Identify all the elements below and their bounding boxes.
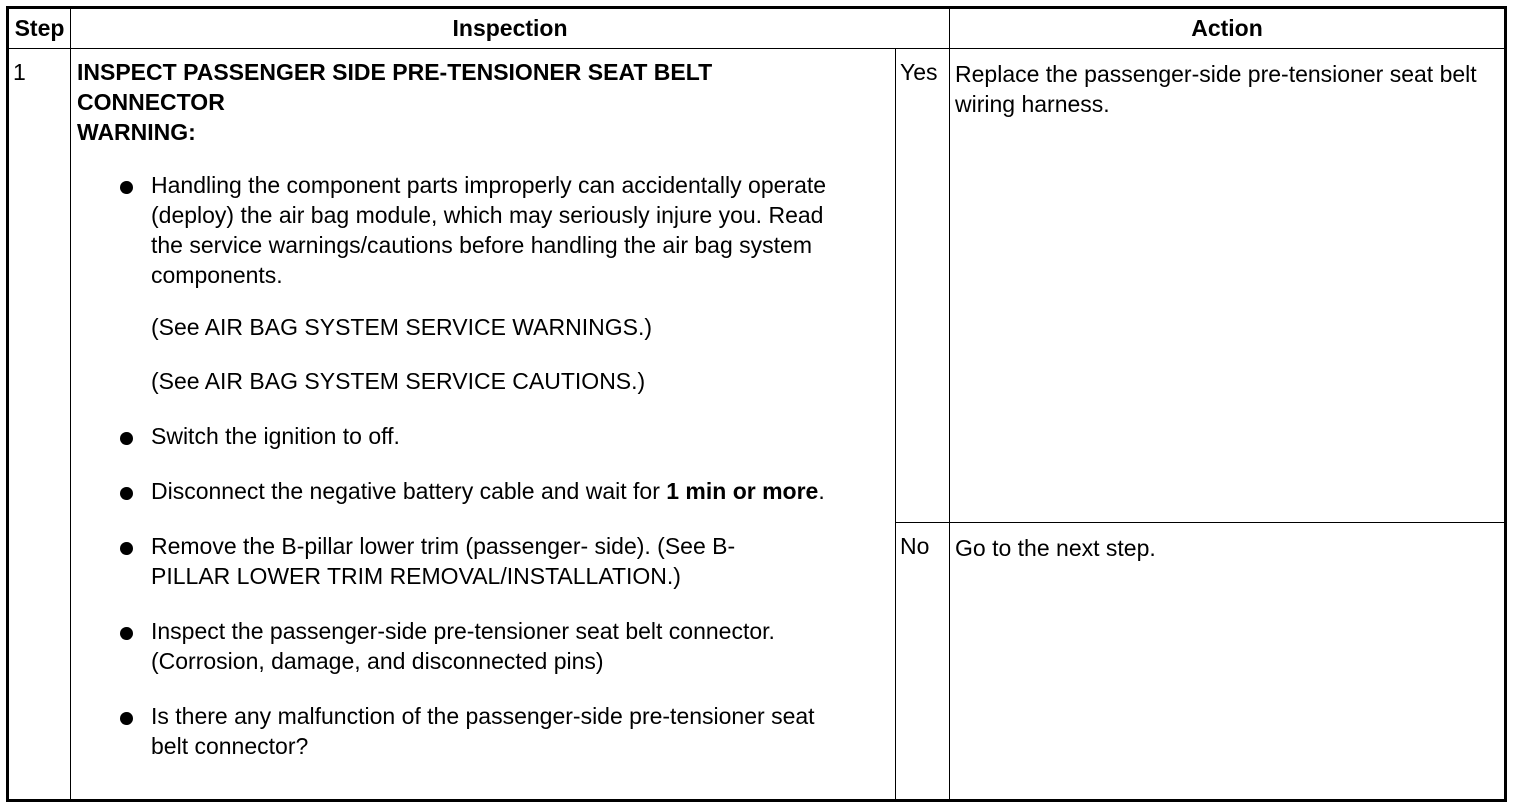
ignition-text: Switch the ignition to off.: [151, 423, 400, 449]
yes-action: Replace the passenger-side pre-tensioner seat belt wiring harness.: [950, 49, 1506, 523]
remove-trim-text: Remove the B-pillar lower trim (passenger- side). (See B-PILLAR LOWER TRIM REMOVAL/INSTALLATION.): [151, 533, 736, 589]
procedure-table: [6, 6, 1507, 802]
inspect-connector-text: Inspect the passenger-side pre-tensioner seat belt connector. (Corrosion, damage, and disconnected pins): [151, 618, 775, 674]
inspection-title-line1: INSPECT PASSENGER SIDE PRE-TENSIONER SEAT BELT: [77, 59, 713, 85]
question-text: Is there any malfunction of the passenger-side pre-tensioner seat belt connector?: [151, 703, 815, 759]
warning-text: Handling the component parts improperly can accidentally operate (deploy) the air bag module, which may seriously injure you. Read the service warnings/cautions before handling the air bag system components.: [151, 172, 827, 288]
no-action: Go to the next step.: [950, 523, 1506, 801]
disconnect-wait-time: 1 min or more: [666, 478, 819, 504]
bullet-icon: [120, 432, 133, 445]
no-label: No: [896, 523, 950, 801]
disconnect-text-start: Disconnect the negative battery cable and wait for: [151, 478, 667, 504]
warning-label: WARNING:: [77, 119, 196, 145]
list-item-inspect-connector: [77, 616, 889, 676]
list-item-ignition: [77, 421, 889, 451]
list-item-question: [77, 701, 889, 761]
yes-label: Yes: [896, 49, 950, 523]
list-item-warning: [77, 170, 889, 396]
header-inspection: Inspection: [71, 8, 950, 49]
table-row-yes: [8, 49, 1506, 523]
step-number: 1: [8, 49, 71, 801]
see-cautions-ref: (See AIR BAG SYSTEM SERVICE CAUTIONS.): [151, 368, 646, 394]
list-item-disconnect: [77, 476, 889, 506]
bullet-icon: [120, 627, 133, 640]
disconnect-text-end: .: [818, 478, 825, 504]
bullet-icon: [120, 181, 133, 194]
inspection-list: [77, 170, 889, 761]
inspection-cell: [71, 49, 896, 801]
inspection-title: [77, 57, 889, 117]
header-row: [8, 8, 1506, 49]
header-step: Step: [8, 8, 71, 49]
list-item-remove-trim: [77, 531, 889, 591]
header-action: Action: [950, 8, 1506, 49]
bullet-icon: [120, 542, 133, 555]
see-warnings-ref: (See AIR BAG SYSTEM SERVICE WARNINGS.): [151, 314, 653, 340]
disconnect-text: [151, 476, 841, 506]
bullet-icon: [120, 712, 133, 725]
inspection-title-line2: CONNECTOR: [77, 89, 225, 115]
bullet-icon: [120, 487, 133, 500]
